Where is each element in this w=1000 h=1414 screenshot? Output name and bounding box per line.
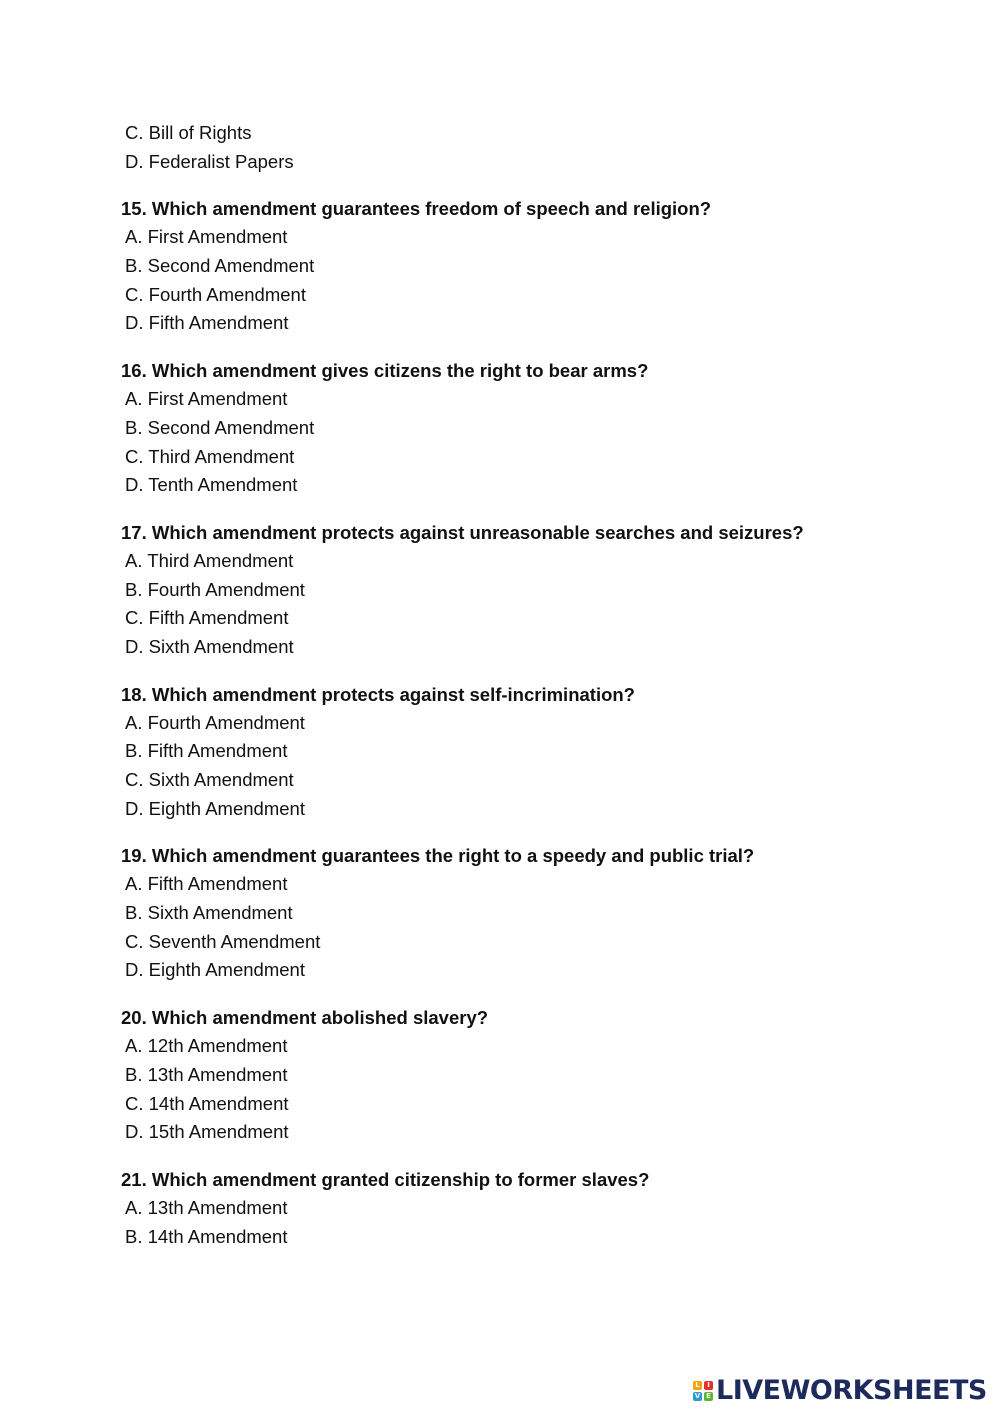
logo-mark-icon [693, 1381, 713, 1401]
answer-option[interactable]: B. Second Amendment [125, 416, 315, 438]
question-title: 19. Which amendment guarantees the right to a speedy and public trial? [121, 845, 755, 867]
question-title: 17. Which amendment protects against unreasonable searches and seizures? [121, 521, 804, 543]
question-19 [121, 842, 941, 985]
answer-option[interactable]: C. Fourth Amendment [125, 283, 306, 305]
question-title: 15. Which amendment guarantees freedom of speech and religion? [121, 198, 712, 220]
carryover-options [121, 119, 941, 176]
answer-option[interactable]: D. 15th Amendment [125, 1121, 289, 1143]
answer-option[interactable]: D. Eighth Amendment [125, 959, 305, 981]
answer-option[interactable]: A. First Amendment [125, 388, 288, 410]
question-18 [121, 681, 941, 824]
question-16 [121, 357, 941, 500]
answer-option[interactable]: A. Third Amendment [125, 549, 294, 571]
answer-option[interactable]: D. Federalist Papers [125, 150, 294, 172]
question-title: 20. Which amendment abolished slavery? [121, 1007, 489, 1029]
answer-option[interactable]: A. First Amendment [125, 226, 288, 248]
logo-mark-cell: V [694, 1392, 701, 1400]
question-title: 18. Which amendment protects against self-incrimination? [121, 683, 635, 705]
question-15 [121, 195, 941, 338]
answer-option[interactable]: C. 14th Amendment [125, 1092, 289, 1114]
answer-option[interactable]: A. 12th Amendment [125, 1035, 288, 1057]
question-title: 21. Which amendment granted citizenship to former slaves? [121, 1168, 650, 1190]
answer-option[interactable]: A. Fourth Amendment [125, 711, 305, 733]
answer-option[interactable]: C. Fifth Amendment [125, 607, 289, 629]
logo-mark-cell: I [704, 1381, 713, 1390]
liveworksheets-logo [693, 1374, 987, 1408]
question-list [121, 119, 941, 1270]
answer-option[interactable]: B. Sixth Amendment [125, 902, 293, 924]
answer-option[interactable]: C. Bill of Rights [125, 122, 252, 143]
answer-option[interactable]: D. Sixth Amendment [125, 635, 294, 657]
question-20 [121, 1004, 941, 1147]
answer-option[interactable]: C. Sixth Amendment [125, 769, 294, 790]
answer-option[interactable]: C. Third Amendment [125, 445, 295, 467]
answer-option[interactable]: D. Fifth Amendment [125, 312, 289, 334]
answer-option[interactable]: D. Tenth Amendment [125, 474, 298, 496]
question-21 [121, 1166, 941, 1251]
answer-option[interactable]: D. Eighth Amendment [125, 797, 305, 819]
answer-option[interactable]: B. Fourth Amendment [125, 578, 305, 600]
question-title: 16. Which amendment gives citizens the right to bear arms? [121, 360, 649, 382]
logo-mark-cell: E [704, 1392, 713, 1401]
answer-option[interactable]: B. 13th Amendment [125, 1063, 288, 1085]
answer-option[interactable]: B. 14th Amendment [125, 1225, 288, 1247]
answer-option[interactable]: A. 13th Amendment [125, 1196, 288, 1218]
logo-text: LIVEWORKSHEETS [716, 1375, 987, 1406]
logo-mark-cell: L [693, 1381, 702, 1390]
answer-option[interactable]: A. Fifth Amendment [125, 873, 288, 895]
question-17 [121, 519, 941, 662]
answer-option[interactable]: B. Second Amendment [125, 255, 315, 277]
answer-option[interactable]: C. Seventh Amendment [125, 930, 321, 952]
answer-option[interactable]: B. Fifth Amendment [125, 740, 288, 762]
